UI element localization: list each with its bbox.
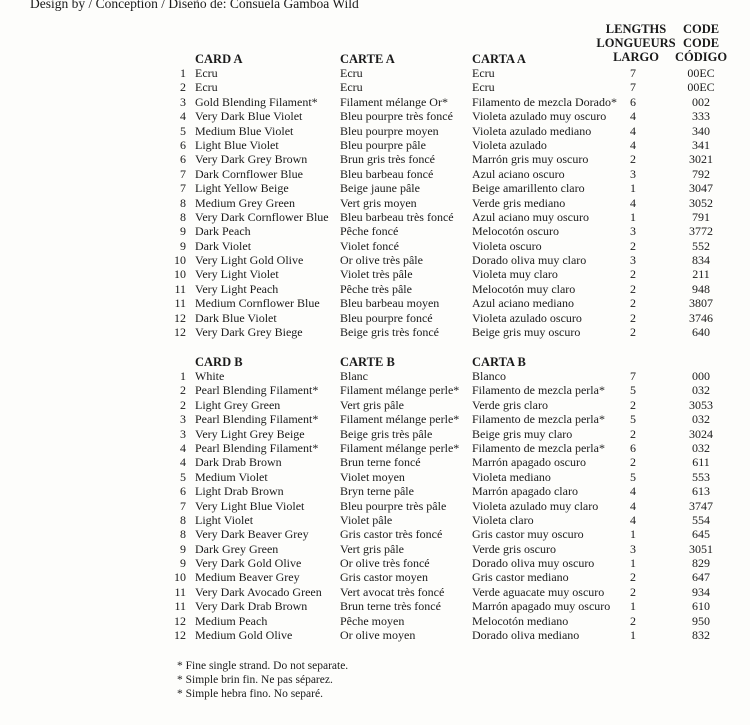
- length-value: 1: [630, 556, 636, 571]
- color-name-en: Dark Violet: [195, 238, 252, 253]
- row-number: 11: [174, 296, 186, 311]
- table-row: [0, 427, 750, 441]
- card-b-header-es: CARTA B: [472, 355, 526, 369]
- color-name-fr: Filament mélange perle*: [340, 383, 460, 398]
- color-code: 610: [692, 599, 710, 614]
- color-name-fr: Bleu barbeau foncé: [340, 166, 434, 181]
- card-b-header-fr: CARTE B: [340, 355, 395, 369]
- color-code: 3021: [689, 152, 713, 167]
- color-name-fr: Bleu pourpre moyen: [340, 123, 439, 138]
- table-row: [0, 66, 750, 80]
- footnote-fr: * Simple brin fin. Ne pas séparez.: [177, 674, 333, 686]
- length-value: 1: [630, 209, 636, 224]
- row-number: 7: [180, 498, 186, 513]
- color-code: 3747: [689, 498, 713, 513]
- color-name-en: Very Light Violet: [195, 267, 279, 282]
- color-code: 3052: [689, 195, 713, 210]
- color-name-es: Azul aciano mediano: [472, 296, 574, 311]
- row-number: 9: [180, 224, 186, 239]
- length-value: 1: [630, 628, 636, 643]
- length-value: 2: [630, 281, 636, 296]
- color-name-fr: Pêche foncé: [340, 224, 399, 239]
- color-name-fr: Or olive très pâle: [340, 253, 423, 268]
- color-code: 3024: [689, 426, 713, 441]
- table-row: [0, 95, 750, 109]
- color-name-es: Melocotón oscuro: [472, 224, 559, 239]
- color-code: 002: [692, 94, 710, 109]
- color-name-fr: Pêche très pâle: [340, 281, 412, 296]
- color-name-fr: Vert gris pâle: [340, 541, 404, 556]
- table-row: [0, 124, 750, 138]
- lengths-header-en: LENGTHS: [605, 22, 667, 36]
- table-row: [0, 239, 750, 253]
- color-name-es: Violeta mediano: [472, 469, 551, 484]
- table-row: [0, 570, 750, 584]
- table-row: [0, 556, 750, 570]
- length-value: 6: [630, 94, 636, 109]
- card-b-header-en: CARD B: [195, 355, 243, 369]
- color-name-es: Violeta oscuro: [472, 238, 542, 253]
- color-name-fr: Ecru: [340, 80, 363, 95]
- color-name-en: Very Dark Drab Brown: [195, 599, 308, 614]
- row-number: 8: [180, 512, 186, 527]
- row-number: 8: [180, 195, 186, 210]
- length-value: 4: [630, 512, 636, 527]
- color-name-en: Very Light Gold Olive: [195, 253, 304, 268]
- row-number: 5: [180, 123, 186, 138]
- color-name-en: Dark Cornflower Blue: [195, 166, 303, 181]
- color-name-fr: Ecru: [340, 66, 363, 80]
- row-number: 6: [180, 152, 186, 167]
- color-name-fr: Filament mélange perle*: [340, 440, 460, 455]
- color-name-es: Verde gris claro: [472, 397, 548, 412]
- row-number: 3: [180, 94, 186, 109]
- color-name-fr: Vert gris pâle: [340, 397, 404, 412]
- color-name-es: Azul aciano muy oscuro: [472, 209, 589, 224]
- color-name-es: Blanco: [472, 369, 506, 383]
- color-name-en: Very Dark Grey Brown: [195, 152, 308, 167]
- color-name-en: Very Dark Avocado Green: [195, 584, 322, 599]
- length-value: 7: [630, 80, 636, 95]
- length-value: 6: [630, 440, 636, 455]
- row-number: 11: [174, 584, 186, 599]
- color-name-en: Ecru: [195, 66, 218, 80]
- color-name-en: Very Dark Beaver Grey: [195, 527, 309, 542]
- color-name-es: Filamento de mezcla perla*: [472, 383, 605, 398]
- length-value: 2: [630, 397, 636, 412]
- length-value: 5: [630, 469, 636, 484]
- color-name-es: Dorado oliva muy oscuro: [472, 556, 595, 571]
- table-row: [0, 181, 750, 195]
- length-value: 3: [630, 253, 636, 268]
- color-name-fr: Filament mélange perle*: [340, 412, 460, 427]
- color-name-es: Filamento de mezcla perla*: [472, 412, 605, 427]
- color-code: 000: [692, 369, 710, 383]
- color-name-es: Dorado oliva muy claro: [472, 253, 587, 268]
- color-name-en: Pearl Blending Filament*: [195, 440, 319, 455]
- row-number: 3: [180, 412, 186, 427]
- color-code: 554: [692, 512, 710, 527]
- color-name-es: Marrón apagado oscuro: [472, 455, 586, 470]
- color-code: 032: [692, 383, 710, 398]
- code-header-en: CODE: [682, 22, 720, 36]
- color-name-fr: Pêche moyen: [340, 613, 405, 628]
- row-number: 6: [180, 137, 186, 152]
- color-name-fr: Violet foncé: [340, 238, 399, 253]
- table-row: [0, 224, 750, 238]
- length-value: 2: [630, 296, 636, 311]
- table-row: [0, 398, 750, 412]
- code-header-fr: CODE: [682, 36, 720, 50]
- color-code: 645: [692, 527, 710, 542]
- color-name-en: Dark Blue Violet: [195, 310, 277, 325]
- color-code: 829: [692, 556, 710, 571]
- color-name-en: Medium Gold Olive: [195, 628, 293, 643]
- length-value: 4: [630, 484, 636, 499]
- table-row: [0, 152, 750, 166]
- color-name-en: Light Violet: [195, 512, 254, 527]
- color-name-en: Medium Grey Green: [195, 195, 295, 210]
- color-name-fr: Vert avocat très foncé: [340, 584, 445, 599]
- table-row: [0, 470, 750, 484]
- color-name-es: Violeta muy claro: [472, 267, 558, 282]
- length-value: 3: [630, 166, 636, 181]
- color-name-en: Very Light Blue Violet: [195, 498, 305, 513]
- table-row: [0, 311, 750, 325]
- table-row: [0, 412, 750, 426]
- color-code: 832: [692, 628, 710, 643]
- color-code: 341: [692, 137, 710, 152]
- color-name-fr: Bleu pourpre foncé: [340, 310, 433, 325]
- footnotes: [177, 659, 348, 701]
- length-value: 4: [630, 195, 636, 210]
- row-number: 12: [174, 613, 186, 628]
- length-value: 3: [630, 541, 636, 556]
- row-number: 7: [180, 181, 186, 196]
- color-name-fr: Blanc: [340, 369, 368, 383]
- row-number: 5: [180, 469, 186, 484]
- color-name-en: Dark Drab Brown: [195, 455, 282, 470]
- color-name-fr: Or olive très foncé: [340, 556, 430, 571]
- row-number: 10: [174, 267, 186, 282]
- row-number: 1: [180, 369, 186, 383]
- color-name-fr: Brun terne très foncé: [340, 599, 441, 614]
- color-code: 333: [692, 109, 710, 124]
- color-name-es: Verde gris oscuro: [472, 541, 556, 556]
- length-value: 5: [630, 383, 636, 398]
- color-name-fr: Gris castor moyen: [340, 570, 428, 585]
- color-name-es: Violeta azulado muy oscuro: [472, 109, 607, 124]
- color-name-es: Marrón apagado muy oscuro: [472, 599, 611, 614]
- row-number: 7: [180, 166, 186, 181]
- table-row: [0, 210, 750, 224]
- length-value: 2: [630, 426, 636, 441]
- table-row: [0, 138, 750, 152]
- color-code: 3051: [689, 541, 713, 556]
- footnote-en: * Fine single strand. Do not separate.: [177, 660, 349, 672]
- color-name-fr: Bleu pourpre très pâle: [340, 498, 447, 513]
- color-name-fr: Violet moyen: [340, 469, 405, 484]
- color-name-es: Verde gris mediano: [472, 195, 566, 210]
- row-number: 10: [174, 570, 186, 585]
- length-value: 2: [630, 584, 636, 599]
- row-number: 9: [180, 556, 186, 571]
- color-name-en: Very Dark Blue Violet: [195, 109, 303, 124]
- designer-credit: Design by / Conception / Diseño de: Consuela Gamboa Wild: [30, 0, 359, 11]
- length-value: 2: [630, 325, 636, 340]
- color-name-es: Filamento de mezcla perla*: [472, 440, 605, 455]
- color-name-en: Gold Blending Filament*: [195, 94, 318, 109]
- length-value: 1: [630, 527, 636, 542]
- color-code: 948: [692, 281, 710, 296]
- color-name-es: Beige amarillento claro: [472, 181, 585, 196]
- table-row: [0, 527, 750, 541]
- color-name-es: Gris castor muy oscuro: [472, 527, 584, 542]
- length-value: 2: [630, 238, 636, 253]
- color-code: 032: [692, 412, 710, 427]
- color-name-es: Violeta azulado: [472, 137, 547, 152]
- color-code: 340: [692, 123, 710, 138]
- color-name-es: Verde aguacate muy oscuro: [472, 584, 605, 599]
- color-name-fr: Brun terne foncé: [340, 455, 421, 470]
- color-name-es: Melocotón mediano: [472, 613, 569, 628]
- color-name-es: Ecru: [472, 80, 495, 95]
- table-row: [0, 109, 750, 123]
- table-row: [0, 253, 750, 267]
- card-b-header-row: [0, 353, 750, 369]
- color-name-fr: Brun gris très foncé: [340, 152, 435, 167]
- color-name-fr: Filament mélange Or*: [340, 94, 448, 109]
- color-name-fr: Bleu pourpre très foncé: [340, 109, 453, 124]
- color-code: 834: [692, 253, 710, 268]
- color-name-es: Violeta azulado oscuro: [472, 310, 582, 325]
- row-number: 1: [180, 66, 186, 80]
- table-row: [0, 267, 750, 281]
- table-row: [0, 513, 750, 527]
- length-value: 4: [630, 137, 636, 152]
- color-name-en: Light Blue Violet: [195, 137, 279, 152]
- color-name-en: Pearl Blending Filament*: [195, 412, 319, 427]
- length-value: 2: [630, 310, 636, 325]
- footnote-es: * Simple hebra fino. No separé.: [177, 688, 323, 700]
- color-name-es: Beige gris muy oscuro: [472, 325, 581, 340]
- length-value: 7: [630, 369, 636, 383]
- color-name-en: Very Dark Cornflower Blue: [195, 209, 329, 224]
- length-value: 2: [630, 570, 636, 585]
- color-code: 640: [692, 325, 710, 340]
- color-name-fr: Violet pâle: [340, 512, 393, 527]
- color-name-fr: Bleu barbeau très foncé: [340, 209, 454, 224]
- table-row: [0, 383, 750, 397]
- row-number: 12: [174, 628, 186, 643]
- row-number: 10: [174, 253, 186, 268]
- row-number: 9: [180, 541, 186, 556]
- color-name-en: Dark Grey Green: [195, 541, 279, 556]
- color-name-fr: Beige gris très pâle: [340, 426, 433, 441]
- color-name-es: Violeta claro: [472, 512, 534, 527]
- row-number: 4: [180, 109, 186, 124]
- length-value: 4: [630, 498, 636, 513]
- color-name-es: Filamento de mezcla Dorado*: [472, 94, 617, 109]
- length-value: 2: [630, 267, 636, 282]
- card-a-header-es: CARTA A: [472, 52, 526, 66]
- table-row: [0, 599, 750, 613]
- length-value: 2: [630, 152, 636, 167]
- color-name-es: Melocotón muy claro: [472, 281, 576, 296]
- color-name-fr: Or olive moyen: [340, 628, 416, 643]
- color-name-en: Very Light Grey Beige: [195, 426, 305, 441]
- row-number: 4: [180, 455, 186, 470]
- color-name-en: Light Grey Green: [195, 397, 281, 412]
- card-a-header-fr: CARTE A: [340, 52, 395, 66]
- card-b-section: [0, 353, 750, 642]
- color-code: 211: [692, 267, 710, 282]
- row-number: 8: [180, 209, 186, 224]
- row-number: 2: [180, 80, 186, 95]
- table-row: [0, 455, 750, 469]
- table-row: [0, 167, 750, 181]
- color-name-en: Medium Blue Violet: [195, 123, 294, 138]
- color-name-fr: Bleu barbeau moyen: [340, 296, 440, 311]
- color-name-en: Very Dark Grey Biege: [195, 325, 303, 340]
- color-name-fr: Bryn terne pâle: [340, 484, 414, 499]
- table-row: [0, 499, 750, 513]
- length-value: 5: [630, 412, 636, 427]
- row-number: 2: [180, 383, 186, 398]
- color-name-fr: Beige jaune pâle: [340, 181, 420, 196]
- row-number: 6: [180, 484, 186, 499]
- color-name-es: Azul aciano oscuro: [472, 166, 565, 181]
- color-name-es: Marrón apagado claro: [472, 484, 578, 499]
- card-a-section: [0, 50, 750, 339]
- row-number: 12: [174, 325, 186, 340]
- lengths-header-fr: LONGUEURS: [596, 36, 676, 50]
- color-code: 3772: [689, 224, 713, 239]
- table-row: [0, 196, 750, 210]
- color-name-fr: Bleu pourpre pâle: [340, 137, 426, 152]
- length-value: 7: [630, 66, 636, 80]
- color-name-en: Very Dark Gold Olive: [195, 556, 302, 571]
- length-value: 2: [630, 613, 636, 628]
- color-name-es: Ecru: [472, 66, 495, 80]
- length-value: 4: [630, 109, 636, 124]
- color-name-fr: Vert gris moyen: [340, 195, 417, 210]
- color-name-en: Light Drab Brown: [195, 484, 284, 499]
- color-name-fr: Gris castor très foncé: [340, 527, 443, 542]
- code-header-es: CÓDIGO: [674, 50, 728, 64]
- color-name-en: Medium Cornflower Blue: [195, 296, 320, 311]
- color-name-en: White: [195, 369, 225, 383]
- color-code: 3807: [689, 296, 713, 311]
- card-a-header-en: CARD A: [195, 52, 243, 66]
- color-code: 00EC: [687, 80, 715, 95]
- lengths-header-es: LARGO: [613, 50, 659, 64]
- table-row: [0, 585, 750, 599]
- color-name-en: Light Yellow Beige: [195, 181, 289, 196]
- color-name-es: Gris castor mediano: [472, 570, 569, 585]
- card-a-header-row: [0, 50, 750, 66]
- color-name-en: Pearl Blending Filament*: [195, 383, 319, 398]
- color-name-fr: Beige gris très foncé: [340, 325, 439, 340]
- color-code: 647: [692, 570, 710, 585]
- color-name-fr: Violet très pâle: [340, 267, 413, 282]
- table-row: [0, 628, 750, 642]
- row-number: 11: [174, 281, 186, 296]
- length-value: 1: [630, 599, 636, 614]
- row-number: 8: [180, 527, 186, 542]
- table-row: [0, 80, 750, 94]
- color-name-en: Very Light Peach: [195, 281, 279, 296]
- color-code: 934: [692, 584, 710, 599]
- color-code: 553: [692, 469, 710, 484]
- row-number: 9: [180, 238, 186, 253]
- length-value: 1: [630, 181, 636, 196]
- length-value: 2: [630, 455, 636, 470]
- color-code: 950: [692, 613, 710, 628]
- color-name-es: Beige gris muy claro: [472, 426, 573, 441]
- table-row: [0, 282, 750, 296]
- color-name-es: Dorado oliva mediano: [472, 628, 580, 643]
- row-number: 12: [174, 310, 186, 325]
- color-code: 552: [692, 238, 710, 253]
- table-row: [0, 325, 750, 339]
- color-name-en: Medium Peach: [195, 613, 268, 628]
- card-a-rows: [0, 66, 750, 339]
- card-b-rows: [0, 369, 750, 642]
- color-name-es: Violeta azulado mediano: [472, 123, 592, 138]
- color-code: 3047: [689, 181, 713, 196]
- table-row: [0, 296, 750, 310]
- row-number: 3: [180, 426, 186, 441]
- length-value: 3: [630, 224, 636, 239]
- row-number: 4: [180, 440, 186, 455]
- color-name-en: Medium Beaver Grey: [195, 570, 300, 585]
- table-row: [0, 369, 750, 383]
- color-code: 032: [692, 440, 710, 455]
- table-row: [0, 614, 750, 628]
- row-number: 2: [180, 397, 186, 412]
- color-code: 791: [692, 209, 710, 224]
- color-code: 3746: [689, 310, 713, 325]
- color-name-es: Marrón gris muy oscuro: [472, 152, 589, 167]
- color-name-en: Medium Violet: [195, 469, 268, 484]
- color-code: 613: [692, 484, 710, 499]
- color-name-en: Dark Peach: [195, 224, 251, 239]
- length-value: 4: [630, 123, 636, 138]
- row-number: 11: [174, 599, 186, 614]
- color-name-es: Violeta azulado muy claro: [472, 498, 599, 513]
- color-code: 3053: [689, 397, 713, 412]
- color-name-en: Ecru: [195, 80, 218, 95]
- table-row: [0, 441, 750, 455]
- table-row: [0, 484, 750, 498]
- table-row: [0, 542, 750, 556]
- color-code: 00EC: [687, 66, 715, 80]
- color-code: 792: [692, 166, 710, 181]
- color-code: 611: [692, 455, 710, 470]
